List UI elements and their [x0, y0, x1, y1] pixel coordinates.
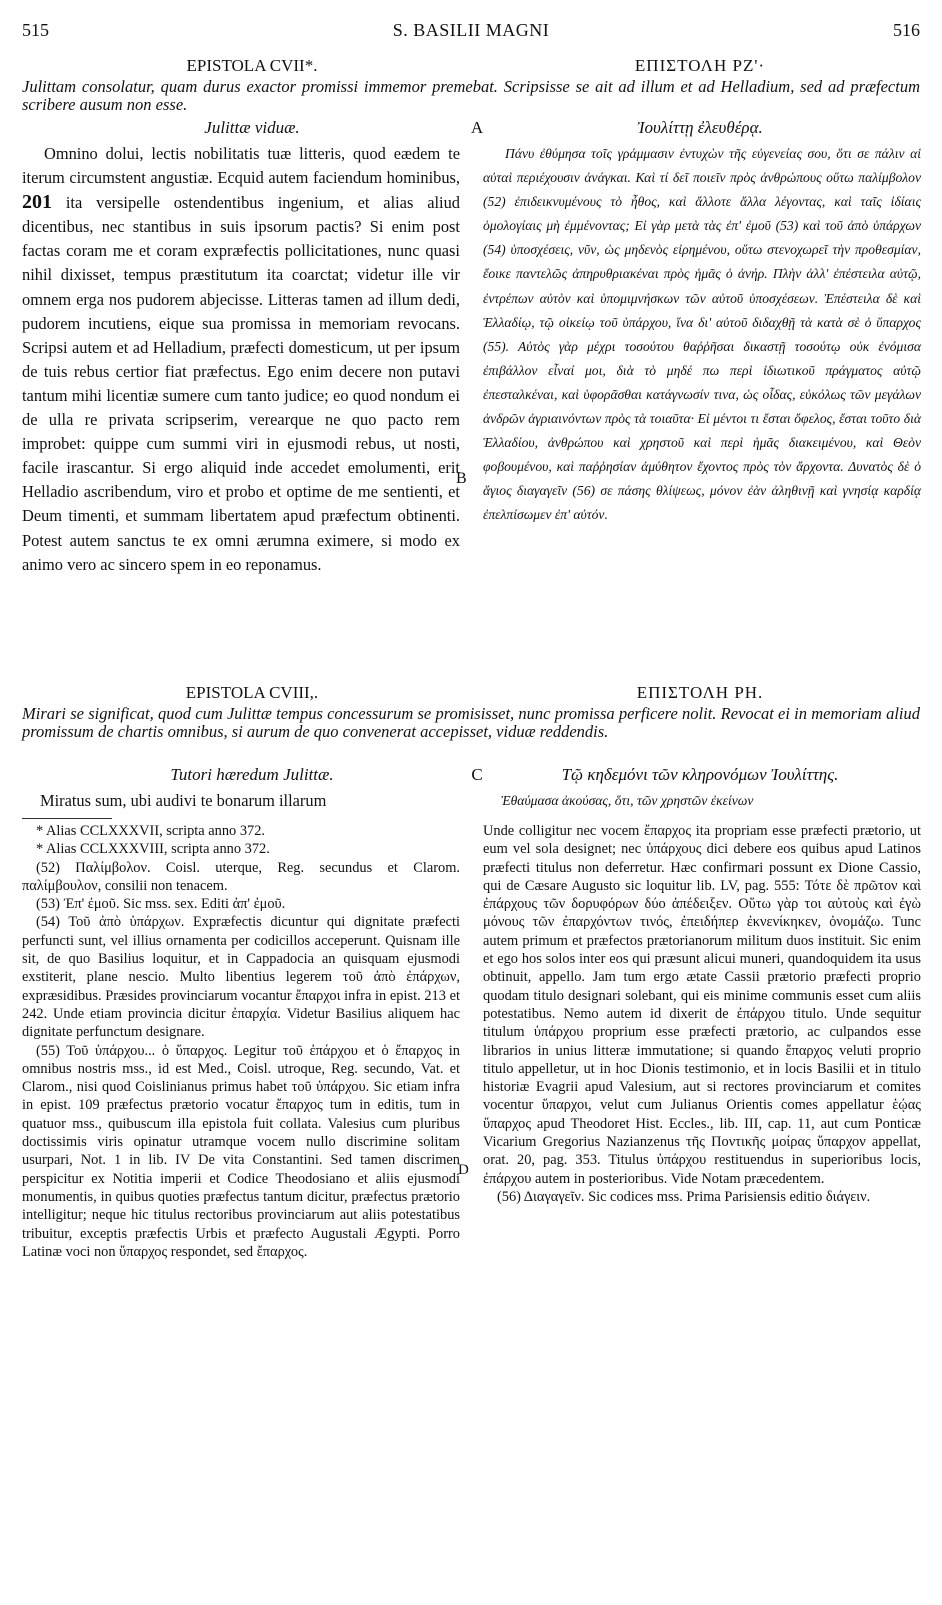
- greek-opening-line: Ἐθαύμασα ἀκούσας, ὅτι, τῶν χρηστῶν ἐκείνων: [501, 793, 754, 808]
- footnote: * Alias CCLXXXVIII, scripta anno 372.: [36, 841, 270, 858]
- epistle-107-latin-text: [22, 142, 460, 577]
- epistle-107-titles: [22, 56, 920, 78]
- page-number-left: 515: [22, 20, 49, 40]
- footnote: (54) Τοῦ ἀπὸ ὑπάρχων. Expræfectis dicuntur qui dignitate præfecti perfuncti sunt, vel illius ornamenta per codicillos acceperunt. Quisnam ille sit, de quo Basilius loquitur, et in Cappadocia an quisquam ejusmodi exstiterit, plane nescio. Multo libentius legerem τοῦ ἀπὸ ἐπάρχων, expræsidibus. Præsides provinciarum vocantur ἔπαρχοι infra in epist. 213 et 242. Unde etiam provincia dicitur ἐπαρχία. Videtur Basilius aliquem hac dignitate perfunctum designare.: [22, 914, 460, 1041]
- footnote-continuation: Unde colligitur nec vocem ἔπαρχος ita propriam esse præfecti prætorio, ut eum vel sola designet; nec ὑπάρχους dici debere eos quibus apud Latinos præfecti titulus non deferretur. Hæc confirmari possunt ex Dione Cassio, qui de Cæsare Augusto sic loquitur lib. LV, pag. 555: Τότε δὲ πρῶτον καὶ ἐπάρχους τῶν δορυφόρων δύο ἀπέδειξεν. Οὕτω γὰρ τοι αὐτοὺς καὶ ἐγὼ μόνους τῶν ἐπαρχόντων τινός, ἐπειδήπερ ἐκνενίκηκεν, ὀνομάζω. Tunc autem primum et præfectos prætorianorum militum duos instituit. Sic enim et ego hos solos inter eos qui præsunt alicui muneri, quandoquidem ita usus obtinuit, appello. Jam tum ergo ætate Cassii prætorio præfecti proprio quodam titulo designari solebant, qui eis minime communis esset cum aliis potestatibus. Nemo autem id dixerit de ἐπάρχου titulo. Unde sequitur titulum ὑπάρχου proprium esse præfecti prætorio, ac culpandos esse librarios in unius litteræ immutatione; si quando ἔπαρχος veluti proprio titulo appelletur, ut in hoc Dionis testimonio, et in locis Basilii et in titulo historiæ Evagrii apud Valesium, aut si rectores provinciarum et comites vocentur ὕπαρχοι, velut cum Julianus Orientis comes appellatur ἑῴας ὕπαρχος apud Theodoret Hist. Eccles., lib. III, cap. 11, aut cum Ponticæ Vicarium Gregorius Nazianzenus τῆς Ποντικῆς μοίρας ὕπαρχον appellat, orat. 20, pag. 353. Titulus ὑπάρχου restituendus in superioribus locis, ἐπάρχου autem in posterioribus. Vide Notam præcedentem.: [483, 823, 921, 1187]
- epistle-107-addressee-row: [22, 118, 920, 140]
- section-marker-c: C: [471, 765, 483, 784]
- greek-text: Πάνυ ἐθύμησα τοῖς γράμμασιν ἐντυχὼν τῆς εὐγενείας σου, ὅτι σε πάλιν αἱ αὐταὶ περιέχουσιν ἀνάγκαι. Καὶ τί δεῖ ποιεῖν πρὸς ἀνθρώπους οὕτω παλίμβολον (52) ἐπιδεικνυμένους τὸ ἦθος, καὶ ἄλλοτε ἄλλα λέγοντας, καὶ ταῖς ἰδίαις ὁμολογίαις μὴ ἐμμένοντας; Εἰ γὰρ μετὰ τὰς ἐπ' ἐμοῦ (53) καὶ τοῦ ἀπὸ ὑπάρχων (54) ὑποσχέσεις, νῦν, ὡς μηδενὸς εἰρημένου, οὕτω στενοχωρεῖ τὴν προθεσμίαν, ἔοικε παντελῶς ἀπηρυθριακέναι πρὸς ἡμᾶς ὁ ἀνήρ. Πλὴν ἀλλ' ἐπέστειλα αὐτῷ, ἐντρέπων αὐτὸν καὶ ὑπομιμνήσκων τῶν αὐτοῦ ὑποσχέσεων. Ἐπέστειλα δὲ καὶ Ἑλλαδίῳ, τῷ οἰκείῳ τοῦ ὑπάρχου, ἵνα δι' αὐτοῦ διδαχθῇ τὰ κατὰ σὲ ὁ ὕπαρχος (55). Αὐτὸς γὰρ μέχρι τοσούτου θαῤῥῆσαι δικαστῇ τοσούτῳ οὐκ ἐνόμισα ἐπιβάλλον εἶναί μοι, διὰ τὸ μηδέ πω περὶ ἰδιωτικοῦ πράγματος αὐτῷ ἐπεσταλκέναι, καὶ ὑφορᾶσθαι κατάγνωσίν τινα, ὡς οἶδας, εὐκόλως τῶν μεγάλων ἀνδρῶν ἀγριαινόντων πρὸς τὰ τοιαῦτα· Εἰ μέντοι τι ἔσται ὄφελος, ἔσται τοῦτο διὰ Ἑλλαδίου, ἀνθρώπου καὶ χρηστοῦ καὶ περὶ ἡμᾶς διακειμένου, καὶ Θεὸν φοβουμένου, καὶ παῤῥησίαν ἀμύθητον ἔχοντος πρὸς τὸν ἄρχοντα. Δυνατὸς δὲ ὁ ἅγιος διαγαγεῖν (56) σε πάσης θλίψεως, μόνον ἐὰν ἀληθινῇ καὶ γνησίᾳ καρδίᾳ ἐπελπίσωμεν ἐπ' αὐτόν.: [483, 146, 921, 523]
- footnote: (56) Διαγαγεῖν. Sic codices mss. Prima Parisiensis editio διάγειν.: [497, 1188, 871, 1205]
- epistle-107-greek-text: [483, 142, 921, 528]
- epistle-107-addressee-greek: Ἰουλίττῃ ἐλευθέρᾳ.: [637, 118, 763, 137]
- latin-text-part1: Omnino dolui, lectis nobilitatis tuæ litteris, quod eædem te iterum circumstent angustiæ. Ecquid autem faciendum hominibus,: [22, 144, 460, 188]
- footnote: * Alias CCLXXXVII, scripta anno 372.: [36, 823, 266, 839]
- footnote-rule: [22, 818, 112, 819]
- epistle-107-addressee-latin: Julittæ viduæ.: [204, 118, 300, 137]
- footnotes-right: [483, 822, 921, 1206]
- section-marker-a: A: [470, 118, 484, 137]
- epistle-107-summary: Julittam consolatur, quam durus exactor promissi immemor premebat. Scripsisse se ait ad illum et ad Helladium, sed ad præfectum scribere ausum non esse.: [22, 77, 920, 114]
- epistle-107-title-greek: ΕΠΙΣΤΟΛΗ ΡΖ'·: [634, 56, 766, 75]
- footnote: (52) Παλίμβολον. Coisl. uterque, Reg. secundus et Clarom. παλίμβουλον, consilii non tenacem.: [22, 859, 460, 894]
- section-marker-d: D: [458, 1162, 469, 1178]
- epistle-108-title-greek: ΕΠΙΣΤΟΛΗ ΡΗ.: [636, 683, 764, 702]
- section-marker-b: B: [456, 470, 467, 487]
- epistle-108-addressee-row: [22, 765, 920, 787]
- epistle-108-title-latin: EPISTOLA CVIII,.: [185, 683, 319, 702]
- latin-text-part2: ita versipelle ostendentibus ingenium, et alias aliud dicentibus, nec stantibus in suis ipsorum pactis? Si enim post factas coram me et coram expræfectis pollicitationes, nunc quasi nihil dixisset, tempus præstitutum ita coarctat; videtur ille vir omnem erga nos pudorem abjecisse. Litteras tamen ad illum dedi, pudorem incutiens, eique sua promissa in memoriam revocans. Scripsi autem et ad Helladium, præfecti domesticum, ut per ipsum de tuis rebus certior fiat præfectus. Ego enim decere non putavi tantum mihi licentiæ sumere cum tanto judice; eo quod nondum ei de ulla re privata scripserim, verearque ne quo pacto rem improbet: quippe cum summi viri in ejusmodi rebus, ut nosti, facile irascantur. Si ergo aliquid inde accedet emolumenti, erit Helladio ascribendum, viro et probo et optime de me sentienti, et Deum timenti, et summam libertatem apud præfectum obtinenti. Potest autem sanctus te ex omni ærumna eximere, si modo ex animo vero ac sincero spem in eo reponamus.: [22, 193, 460, 574]
- footnotes-left: [22, 822, 460, 1261]
- running-header: [22, 20, 920, 44]
- latin-opening-line: Miratus sum, ubi audivi te bonarum illarum: [40, 791, 327, 810]
- page-number-right: 516: [893, 20, 920, 40]
- epistle-108-summary: Mirari se significat, quod cum Julittæ tempus concessurum se promisisset, nunc promissa perficere nolit. Revocat ei in memoriam aliud promissum de chartis omnibus, si aurum de quo convenerat accepisset, viduæ reddendis.: [22, 704, 920, 741]
- epistle-107-title-latin: EPISTOLA CVII*.: [186, 56, 318, 75]
- epistle-108-greek-text: [483, 789, 921, 813]
- marginal-page-number: 201: [22, 191, 52, 214]
- epistle-108-latin-text: [22, 789, 460, 813]
- epistle-108-titles: [22, 683, 920, 705]
- footnote: (53) Ἐπ' ἐμοῦ. Sic mss. sex. Editi ἀπ' ἐμοῦ.: [36, 896, 286, 913]
- epistle-108-addressee-latin: Tutori hæredum Julittæ.: [170, 765, 334, 784]
- footnote: (55) Τοῦ ὑπάρχου... ὁ ὕπαρχος. Legitur τοῦ ἐπάρχου et ὁ ἔπαρχος in omnibus nostris mss., id est Med., Coisl. utroque, Reg. secundo, Vat. et Clarom., nisi quod Coislinianus primus habet τοῦ ὑπάρχου. Sic etiam infra in epist. 109 præfectus prætorio vocatur ἔπαρχος tum in editis, tum in quatuor mss., quibuscum illa epistola fuit collata. Valesius cum pluribus doctissimis viris opinatur utramque vocem nullo discrimine solitam usurpari, Not. 1 in lib. IV De vita Constantini. Sed tamen discrimen perspicitur ex Notitia imperii et Codice Theodosiano et aliis ejusmodi monumentis, in quibus quoties præfectus tantum dicitur, præfectus prætorio intelligitur; neque hic titulus rectoribus provinciarum aut aliis potestatibus tribuitur, exceptis præfectis Urbis et præfecto Augustali Ægypti. Porro Latinæ voci non ὕπαρχος respondet, sed ἔπαρχος.: [22, 1042, 460, 1260]
- running-title: S. BASILII MAGNI: [392, 20, 550, 40]
- epistle-108-addressee-greek: Τῷ κηδεμόνι τῶν κληρονόμων Ἰουλίττης.: [561, 765, 839, 784]
